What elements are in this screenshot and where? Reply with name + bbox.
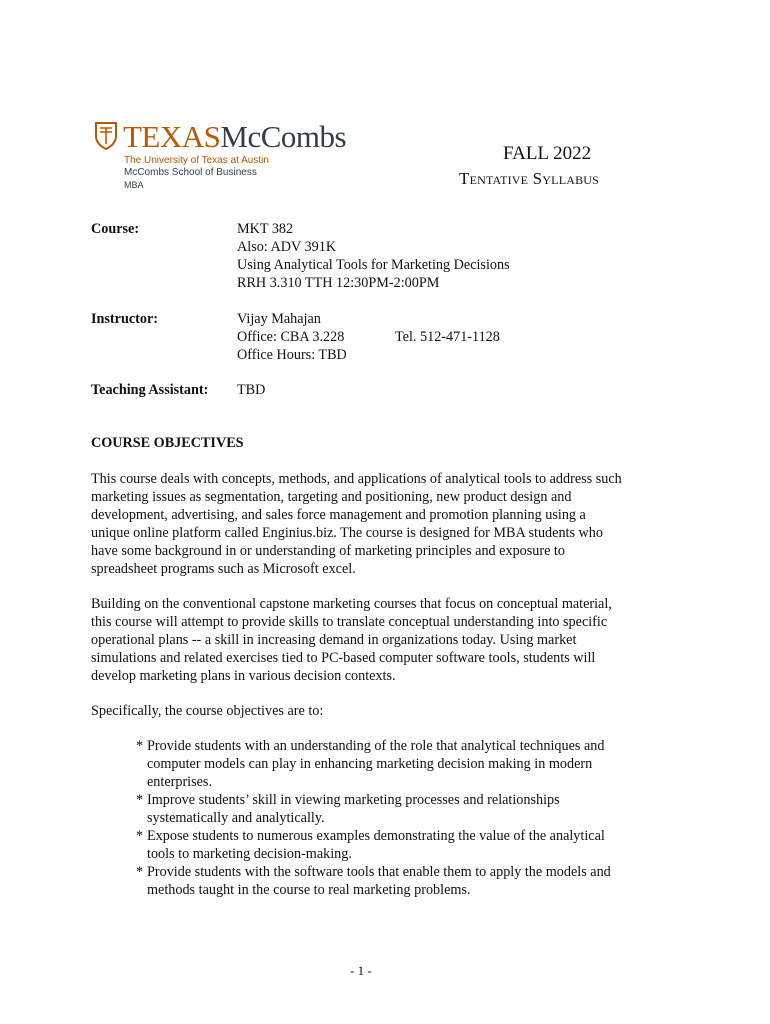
syllabus-type: Tentative Syllabus (459, 169, 600, 188)
logo-university: The University of Texas at Austin (124, 155, 269, 166)
list-item (136, 737, 611, 791)
objectives-paragraph-2 (91, 595, 661, 685)
instructor-label: Instructor: (91, 311, 158, 327)
bullet-marker: * (136, 864, 144, 880)
list-item-line: Expose students to numerous examples demonstrating the value of the analytical (147, 828, 605, 844)
paragraph-line: development, advertising, and sales force management and promotion planning using a (91, 507, 586, 523)
course-schedule: RRH 3.310 TTH 12:30PM-2:00PM (237, 275, 440, 291)
paragraph-line: This course deals with concepts, methods, and applications of analytical tools to address such (91, 471, 622, 487)
course-crosslist: Also: ADV 391K (237, 239, 337, 255)
page-number: - 1 - (350, 963, 372, 978)
course-label: Course: (91, 221, 140, 237)
logo-mccombs: McCombs (220, 119, 347, 154)
objectives-list (136, 737, 611, 899)
list-item (136, 827, 611, 863)
list-item-line: computer models can play in enhancing marketing decision making in modern (147, 756, 593, 772)
logo-wordmark (123, 120, 346, 154)
list-item-line: enterprises. (147, 774, 213, 790)
list-item-line: methods taught in the course to real marketing problems. (147, 882, 471, 898)
bullet-marker: * (136, 828, 144, 844)
course-title: Using Analytical Tools for Marketing Decisions (237, 257, 510, 273)
list-item-line: systematically and analytically. (147, 810, 325, 826)
instructor-office: Office: CBA 3.228 (237, 329, 345, 345)
ta-label: Teaching Assistant: (91, 382, 209, 398)
logo-school: McCombs School of Business (124, 167, 257, 178)
section-title-objectives: COURSE OBJECTIVES (91, 435, 244, 451)
paragraph-line: Building on the conventional capstone marketing courses that focus on conceptual material, (91, 596, 612, 612)
bullet-marker: * (136, 738, 144, 754)
instructor-name: Vijay Mahajan (237, 311, 321, 327)
paragraph-line: simulations and related exercises tied to PC-based computer software tools, students will (91, 650, 596, 666)
paragraph-line: spreadsheet programs such as Microsoft excel. (91, 561, 356, 577)
list-item-line: Provide students with an understanding of the role that analytical techniques and (147, 738, 605, 754)
logo-texas: TEXAS (123, 119, 221, 154)
paragraph-line: unique online platform called Enginius.biz. The course is designed for MBA students who (91, 525, 603, 541)
instructor-tel: Tel. 512-471-1128 (395, 329, 500, 345)
ta-value: TBD (237, 382, 266, 398)
course-code: MKT 382 (237, 221, 294, 237)
list-item-line: tools to marketing decision-making. (147, 846, 352, 862)
term-title: FALL 2022 (503, 143, 592, 164)
logo-program: MBA (124, 180, 144, 190)
objectives-intro: Specifically, the course objectives are to: (91, 703, 324, 719)
ut-shield-icon (95, 122, 117, 150)
paragraph-line: develop marketing plans in various decision contexts. (91, 668, 396, 684)
paragraph-line: this course will attempt to provide skills to translate conceptual understanding into specific (91, 614, 608, 630)
list-item (136, 863, 611, 899)
list-item-line: Provide students with the software tools that enable them to apply the models and (147, 864, 611, 880)
paragraph-line: have some background in or understanding of marketing principles and exposure to (91, 543, 565, 559)
bullet-marker: * (136, 792, 144, 808)
list-item (136, 791, 611, 827)
mccombs-logo (95, 120, 365, 192)
paragraph-line: marketing issues as segmentation, targeting and positioning, new product design and (91, 489, 572, 505)
paragraph-line: operational plans -- a skill in increasing demand in organizations today. Using market (91, 632, 577, 648)
list-item-line: Improve students’ skill in viewing marketing processes and relationships (147, 792, 560, 808)
objectives-paragraph-1 (91, 470, 661, 578)
instructor-hours: Office Hours: TBD (237, 347, 347, 363)
